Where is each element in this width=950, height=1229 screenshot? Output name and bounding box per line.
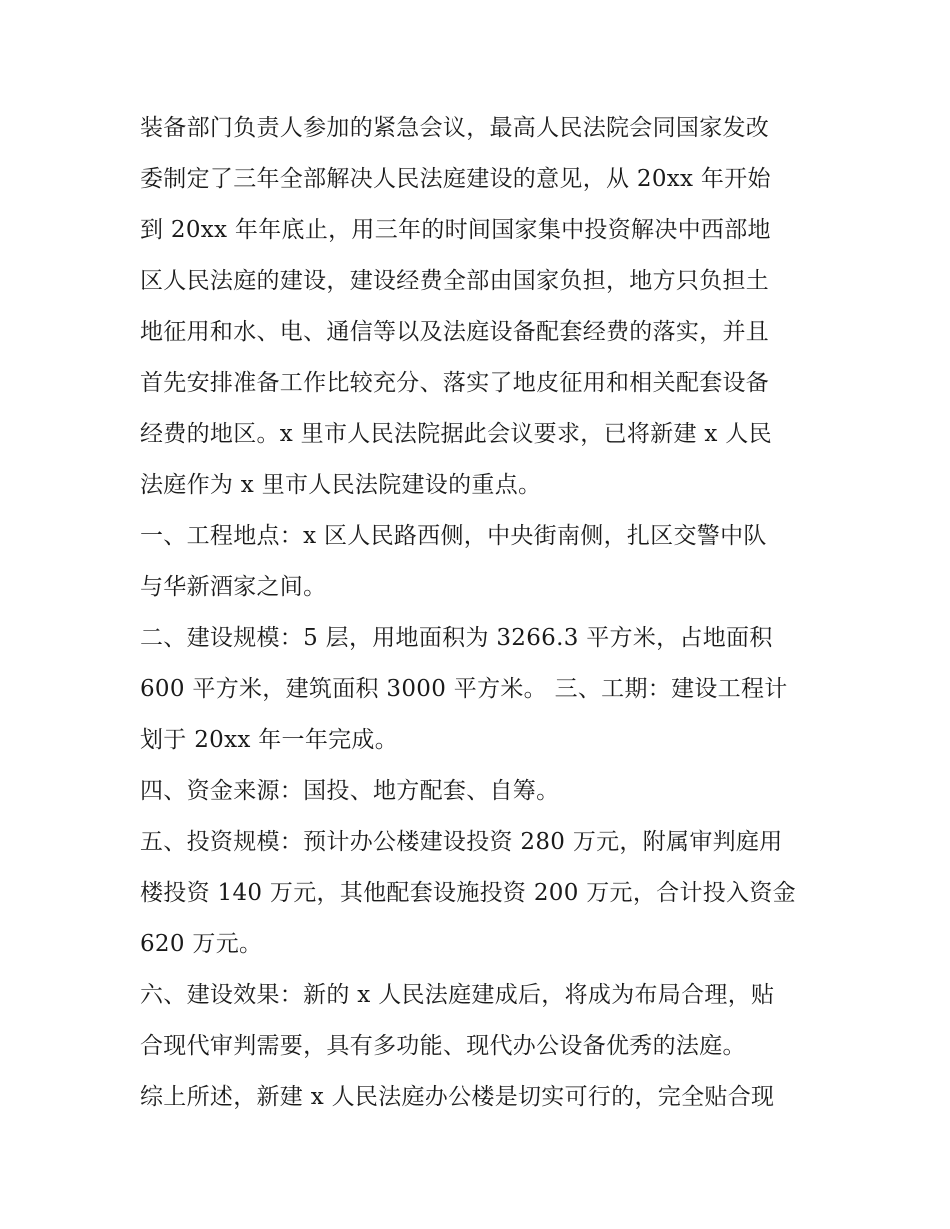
text-line: 楼投资 140 万元，其他配套设施投资 200 万元，合计投入资金 bbox=[140, 880, 796, 906]
section-heading-effect: 六、建设效果：新的 x 人民法庭建成后，将成为布局合理，贴 bbox=[140, 982, 775, 1008]
text-line: 到 20xx 年年底止，用三年的时间国家集中投资解决中西部地 bbox=[140, 217, 771, 243]
text-line: 区人民法庭的建设，建设经费全部由国家负担，地方只负担土 bbox=[140, 268, 770, 294]
section-heading-scale: 二、建设规模：5 层，用地面积为 3266.3 平方米，占地面积 bbox=[140, 625, 773, 651]
text-line: 620 万元。 bbox=[140, 931, 263, 957]
text-line: 合现代审判需要，具有多功能、现代办公设备优秀的法庭。 bbox=[140, 1033, 746, 1059]
text-line: 首先安排准备工作比较充分、落实了地皮征用和相关配套设备 bbox=[140, 370, 770, 396]
text-line: 划于 20xx 年一年完成。 bbox=[140, 727, 399, 753]
text-line: 装备部门负责人参加的紧急会议，最高人民法院会同国家发改 bbox=[140, 115, 770, 141]
text-line: 600 平方米，建筑面积 3000 平方米。 三、工期：建设工程计 bbox=[140, 676, 788, 702]
text-line: 与华新酒家之间。 bbox=[140, 574, 327, 600]
section-heading-investment: 五、投资规模：预计办公楼建设投资 280 万元，附属审判庭用 bbox=[140, 829, 783, 855]
section-heading-location: 一、工程地点：x 区人民路西侧，中央街南侧，扎区交警中队 bbox=[140, 523, 767, 549]
section-heading-funding: 四、资金来源：国投、地方配套、自筹。 bbox=[140, 778, 560, 804]
document-body bbox=[140, 103, 820, 1123]
text-line: 委制定了三年全部解决人民法庭建设的意见，从 20xx 年开始 bbox=[140, 166, 771, 192]
text-line: 地征用和水、电、通信等以及法庭设备配套经费的落实，并且 bbox=[140, 319, 770, 345]
text-line: 经费的地区。x 里市人民法院据此会议要求，已将新建 x 人民 bbox=[140, 421, 772, 447]
text-line: 法庭作为 x 里市人民法院建设的重点。 bbox=[140, 472, 542, 498]
conclusion-line: 综上所述，新建 x 人民法庭办公楼是切实可行的，完全贴合现 bbox=[140, 1084, 775, 1110]
